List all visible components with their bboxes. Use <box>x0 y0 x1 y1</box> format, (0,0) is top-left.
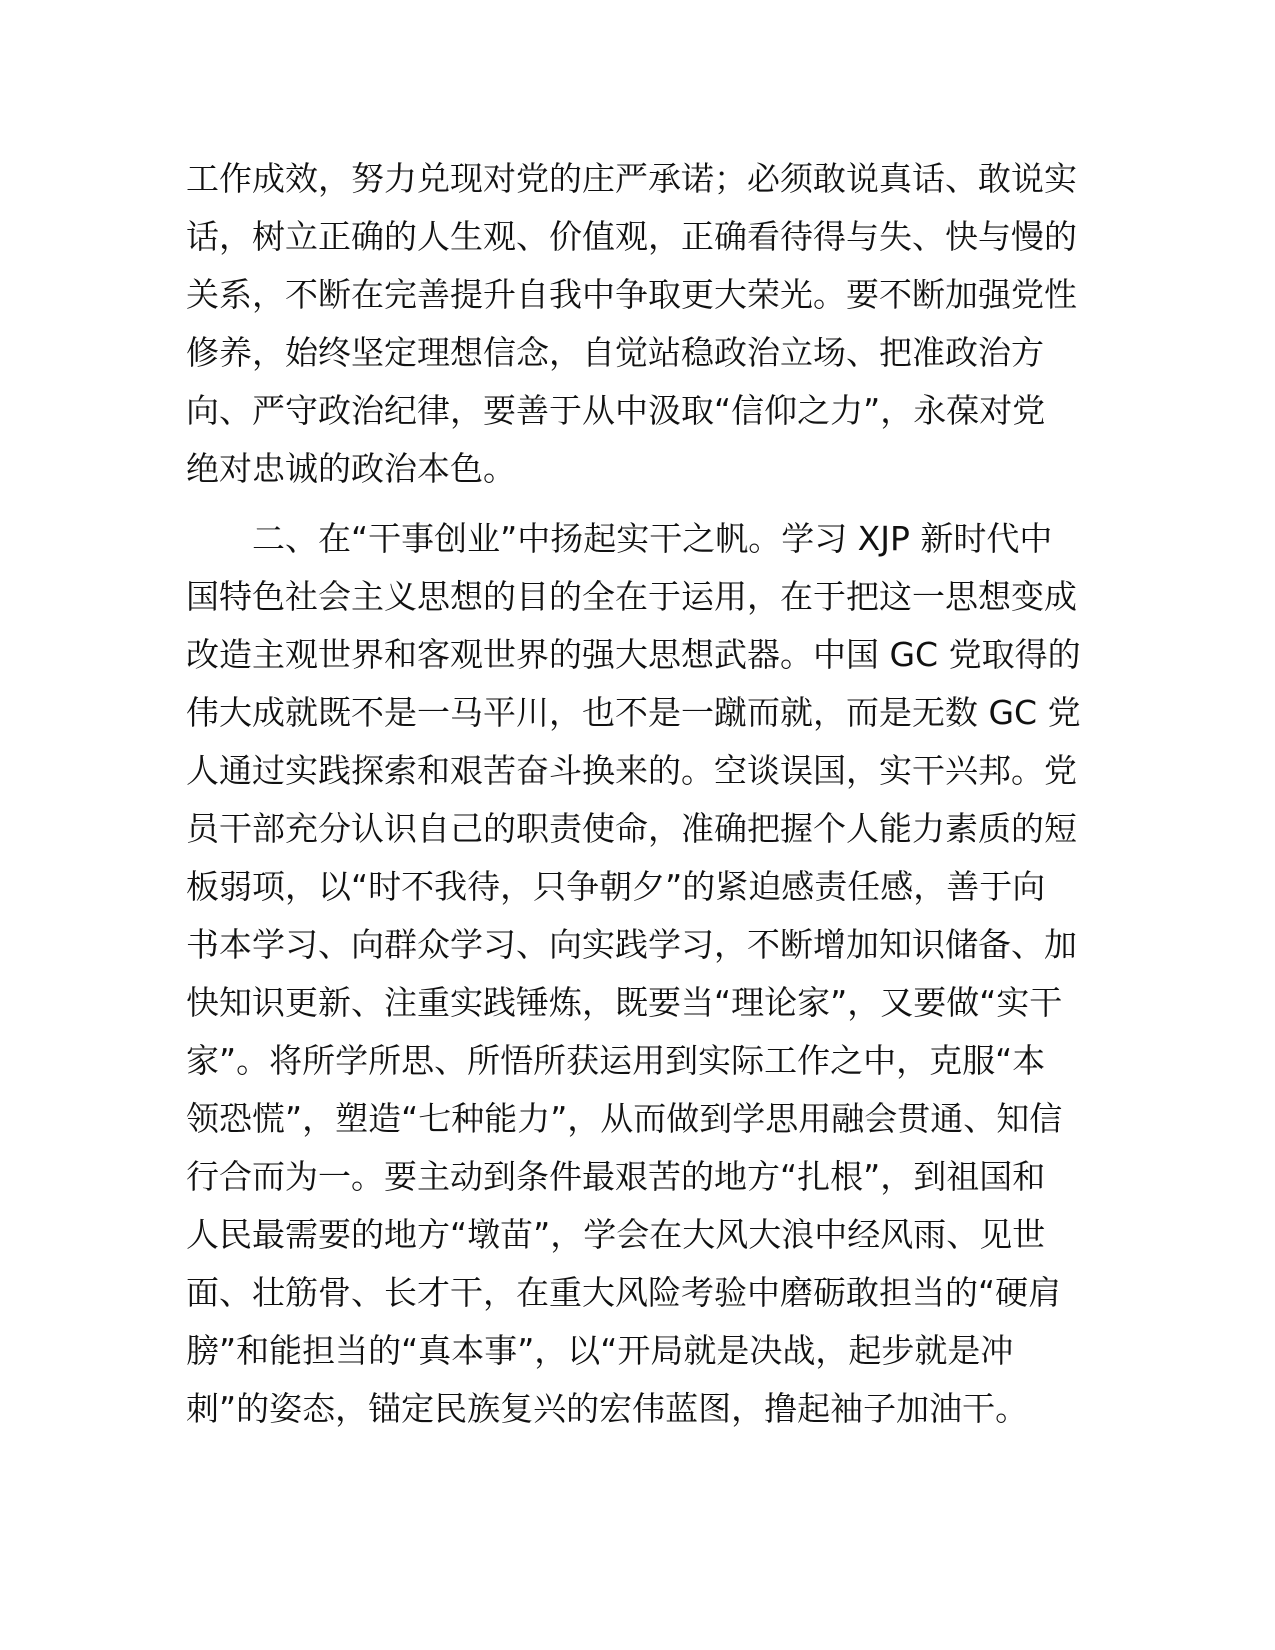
text-line: 面、壮筋骨、长才干，在重大风险考验中磨砺敢担当的“硬肩 <box>186 1273 1062 1312</box>
text-line: 修养，始终坚定理想信念，自觉站稳政治立场、把准政治方 <box>186 333 1044 372</box>
text-line: 关系，不断在完善提升自我中争取更大荣光。要不断加强党性 <box>186 275 1077 314</box>
text-line: 人通过实践探索和艰苦奋斗换来的。空谈误国，实干兴邦。党 <box>186 751 1077 790</box>
document-body <box>186 150 1089 1438</box>
paragraph-1 <box>186 150 1089 498</box>
text-line: 书本学习、向群众学习、向实践学习，不断增加知识储备、加 <box>186 925 1077 964</box>
text-line: 板弱项，以“时不我待，只争朝夕”的紧迫感责任感，善于向 <box>186 867 1046 906</box>
text-line: 膀”和能担当的“真本事”，以“开局就是决战，起步就是冲 <box>186 1331 1014 1370</box>
text-line: 刺”的姿态，锚定民族复兴的宏伟蓝图，撸起袖子加油干。 <box>186 1389 1029 1428</box>
text-line: 话，树立正确的人生观、价值观，正确看待得与失、快与慢的 <box>186 217 1077 256</box>
text-line: 国特色社会主义思想的目的全在于运用，在于把这一思想变成 <box>186 577 1077 616</box>
text-line: 领恐慌”，塑造“七种能力”，从而做到学思用融会贯通、知信 <box>186 1099 1063 1138</box>
text-line: 行合而为一。要主动到条件最艰苦的地方“扎根”，到祖国和 <box>186 1157 1046 1196</box>
text-line: 人民最需要的地方“墩苗”，学会在大风大浪中经风雨、见世 <box>186 1215 1046 1254</box>
text-line: 快知识更新、注重实践锤炼，既要当“理论家”，又要做“实干 <box>186 983 1063 1022</box>
text-line: 员干部充分认识自己的职责使命，准确把握个人能力素质的短 <box>186 809 1077 848</box>
text-line: 改造主观世界和客观世界的强大思想武器。中国 GC 党取得的 <box>186 635 1081 674</box>
text-line: 向、严守政治纪律，要善于从中汲取“信仰之力”，永葆对党 <box>186 391 1046 430</box>
text-line: 工作成效，努力兑现对党的庄严承诺；必须敢说真话、敢说实 <box>186 159 1077 198</box>
text-line: 伟大成就既不是一马平川，也不是一蹴而就，而是无数 GC 党 <box>186 693 1081 732</box>
paragraph-2 <box>186 510 1089 1438</box>
text-line: 绝对忠诚的政治本色。 <box>186 449 516 488</box>
text-line: 家”。将所学所思、所悟所获运用到实际工作之中，克服“本 <box>186 1041 1046 1080</box>
text-line: 二、在“干事创业”中扬起实干之帆。学习 XJP 新时代中 <box>186 519 1053 558</box>
paragraph-spacer <box>186 498 1089 510</box>
